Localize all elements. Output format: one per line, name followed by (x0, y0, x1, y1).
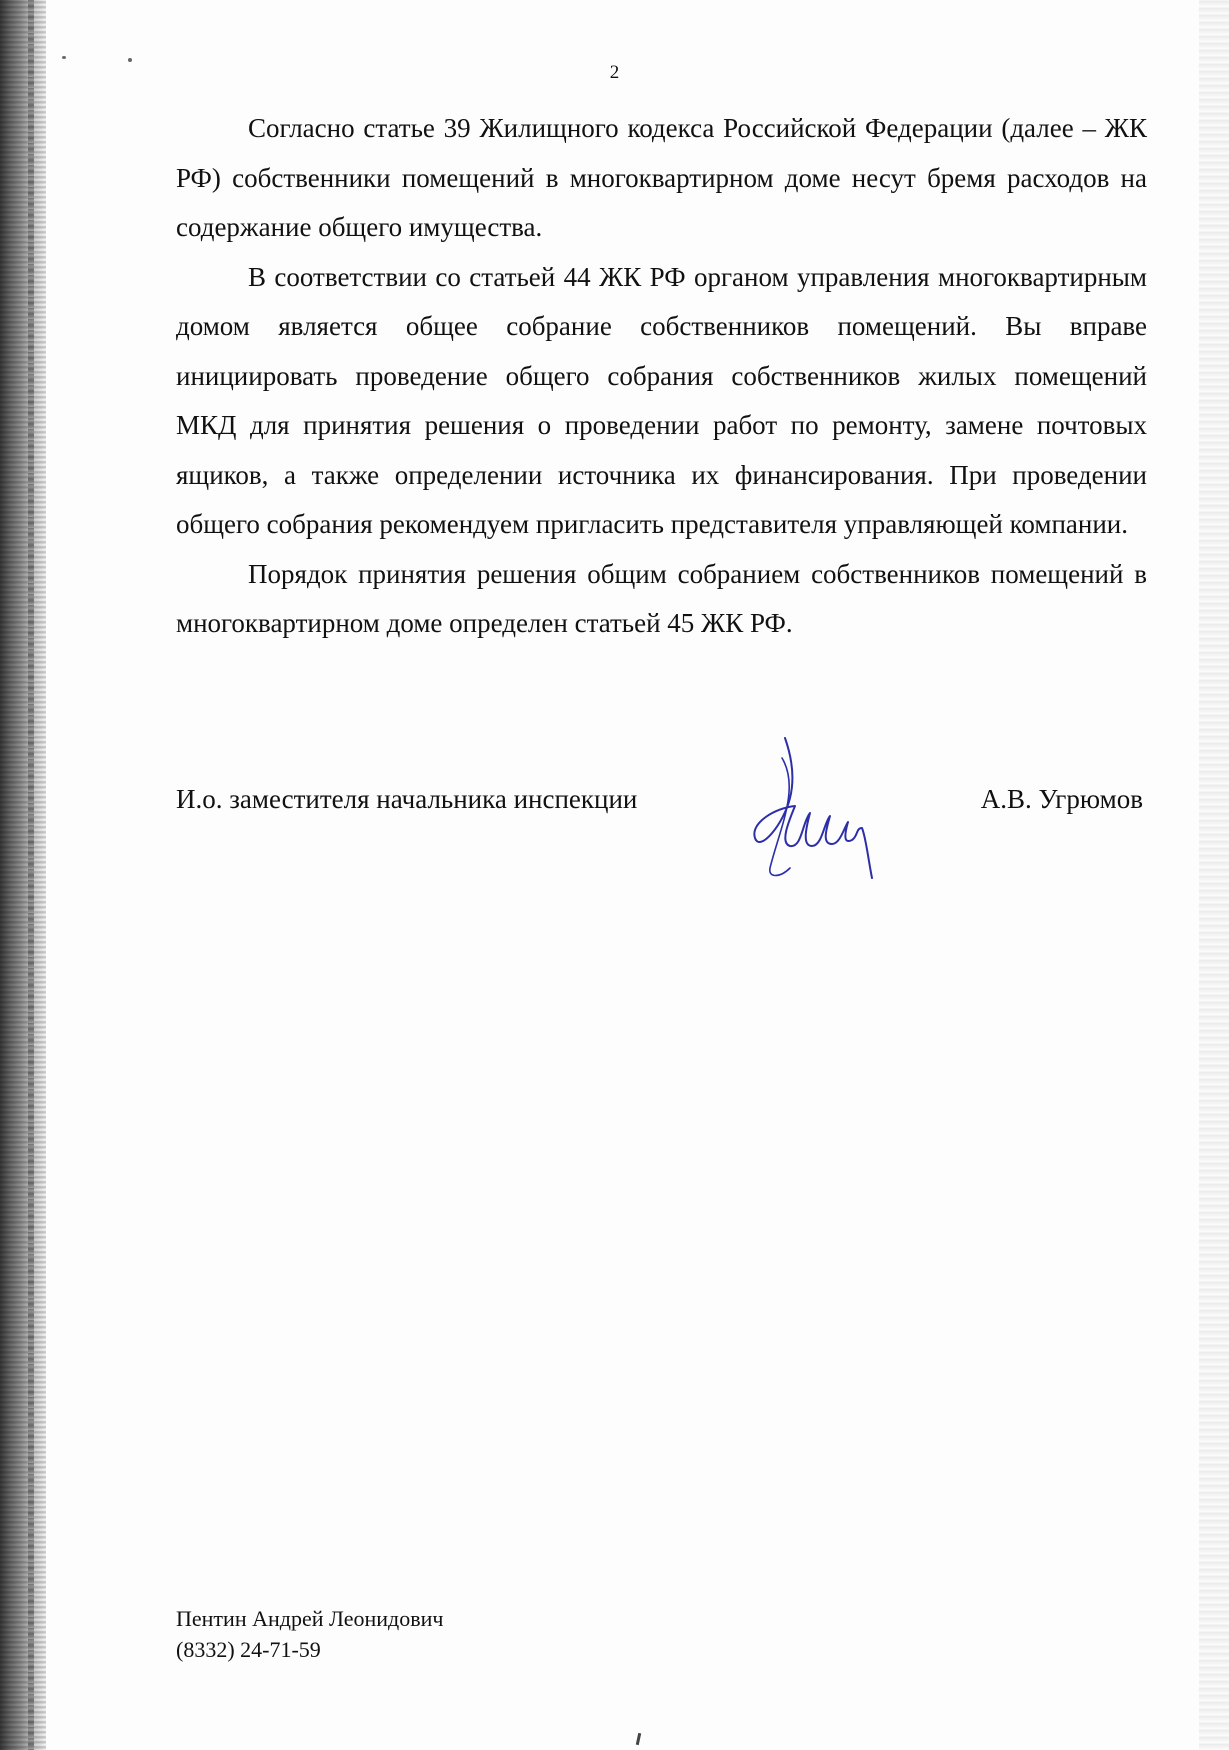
scan-right-noise (1199, 0, 1229, 1750)
signature-row (176, 780, 1147, 830)
executor-phone: (8332) 24-71-59 (176, 1637, 321, 1662)
signer-title: И.о. заместителя начальника инспекции (176, 784, 638, 814)
executor-info (176, 1603, 443, 1665)
paragraph: Порядок принятия решения общим собранием собственников помещений в многоквартирном доме определен статьей 45 ЖК РФ. (176, 558, 1147, 638)
page-number: 2 (609, 62, 620, 83)
paragraph: В соответствии со статьей 44 ЖК РФ органом управления многоквартирным домом является общее собрание собственников помещений. Вы вправе инициировать проведение общего собрания собственников жилых помещений МКД для принятия решения о проведении работ по ремонту, замене почтовых ящиков, а также определении источника их финансирования. При проведении общего собрания рекомендуем пригласить представителя управляющей компании. (176, 261, 1147, 539)
handwritten-signature-icon (740, 728, 890, 888)
scan-mark (636, 1733, 641, 1745)
scan-edge-stripe (28, 0, 34, 1750)
letter-body (176, 104, 1147, 649)
executor-name: Пентин Андрей Леонидович (176, 1606, 444, 1631)
paragraph: Согласно статье 39 Жилищного кодекса Российской Федерации (далее – ЖК РФ) собственники помещений в многоквартирном доме несут бремя расходов на содержание общего имущества. (176, 113, 1147, 242)
scan-speck (62, 56, 66, 59)
signer-name: А.В. Угрюмов (980, 784, 1143, 814)
scan-edge-shadow (0, 0, 46, 1750)
